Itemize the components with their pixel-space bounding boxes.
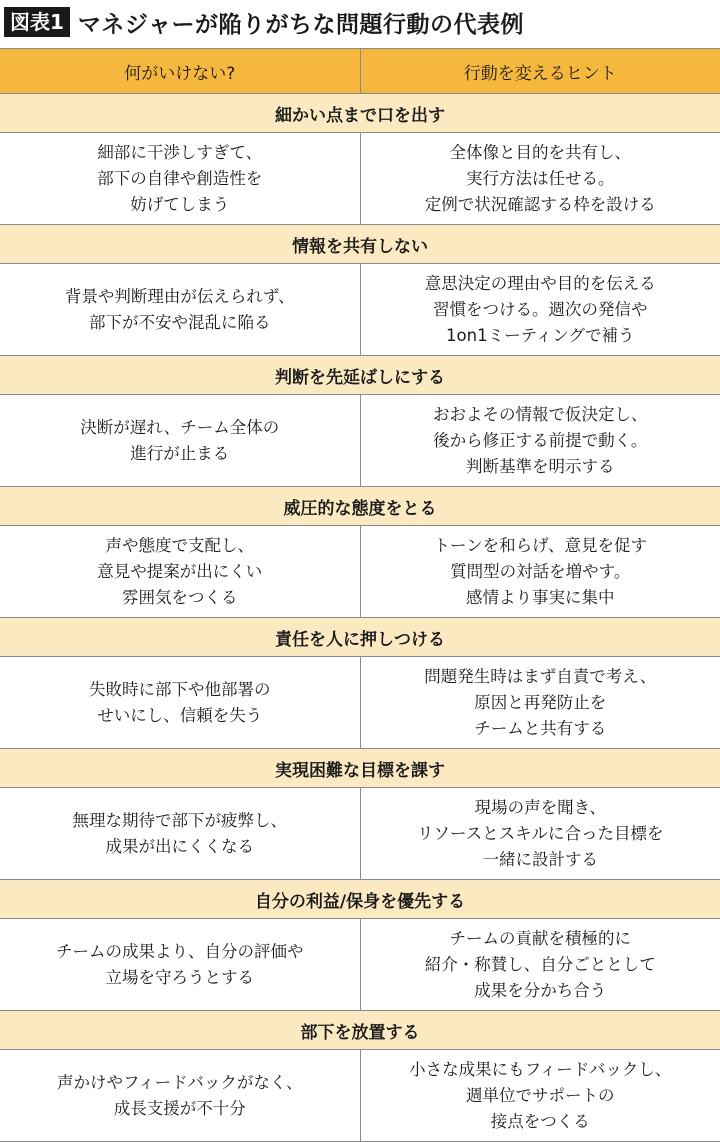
cell-text-line: 意見や提案が出にくい xyxy=(97,559,262,585)
table-row xyxy=(0,133,720,225)
cell-text-line: 成長支援が不十分 xyxy=(114,1096,246,1122)
cell-text-line: 決断が遅れ、チーム全体の xyxy=(80,415,279,441)
hint-cell xyxy=(361,133,720,224)
cell-text-line: 失敗時に部下や他部署の xyxy=(89,677,271,703)
figure-title-text: マネジャーが陥りがちな問題行動の代表例 xyxy=(78,6,524,39)
cell-text-line: トーンを和らげ、意見を促す xyxy=(433,533,647,559)
figure-number-badge: 図表1 xyxy=(4,7,70,37)
cell-text-line: 後から修正する前提で動く。 xyxy=(433,428,647,454)
cell-text-line: 感情より事実に集中 xyxy=(466,585,615,611)
column-header-problem: 何がいけない? xyxy=(0,49,361,93)
cell-text-line: せいにし、信頼を失う xyxy=(97,703,262,729)
cell-text-line: 実行方法は任せる。 xyxy=(466,166,615,192)
problem-cell xyxy=(0,395,361,486)
cell-text-line: 定例で状況確認する枠を設ける xyxy=(425,192,656,218)
section-heading: 判断を先延ばしにする xyxy=(0,356,720,395)
column-header-hint: 行動を変えるヒント xyxy=(361,49,720,93)
cell-text-line: 小さな成果にもフィードバックし、 xyxy=(409,1057,671,1083)
hint-cell xyxy=(361,395,720,486)
cell-text-line: おおよその情報で仮決定し、 xyxy=(433,402,648,428)
cell-text-line: リソースとスキルに合った目標を xyxy=(417,821,664,847)
cell-text-line: 週単位でサポートの xyxy=(466,1083,615,1109)
section-heading: 威圧的な態度をとる xyxy=(0,487,720,526)
section-heading: 部下を放置する xyxy=(0,1011,720,1050)
cell-text-line: 無理な期待で部下が疲弊し、 xyxy=(73,808,288,834)
cell-text-line: 一緒に設計する xyxy=(483,847,599,873)
cell-text-line: 声や態度で支配し、 xyxy=(106,533,255,559)
cell-text-line: 部下が不安や混乱に陥る xyxy=(89,310,271,336)
cell-text-line: 背景や判断理由が伝えられず、 xyxy=(65,284,295,310)
cell-text-line: 妨げてしまう xyxy=(130,192,229,218)
problem-cell xyxy=(0,788,361,879)
hint-cell xyxy=(361,919,720,1010)
cell-text-line: 成果が出にくくなる xyxy=(106,834,255,860)
section-heading: 自分の利益/保身を優先する xyxy=(0,880,720,919)
table-header-row xyxy=(0,48,720,94)
table-row xyxy=(0,919,720,1011)
problem-cell xyxy=(0,526,361,617)
cell-text-line: 問題発生時はまず自責で考え、 xyxy=(424,664,656,690)
behavior-table xyxy=(0,48,720,1142)
cell-text-line: 全体像と目的を共有し、 xyxy=(450,140,632,166)
cell-text-line: 現場の声を聞き、 xyxy=(475,795,606,821)
cell-text-line: 立場を守ろうとする xyxy=(106,965,255,991)
cell-text-line: 紹介・称賛し、自分ごととして xyxy=(425,952,656,978)
cell-text-line: 接点をつくる xyxy=(491,1109,590,1135)
hint-cell xyxy=(361,526,720,617)
table-sections xyxy=(0,94,720,1142)
cell-text-line: 習慣をつける。週次の発信や xyxy=(433,297,648,323)
cell-text-line: 判断基準を明示する xyxy=(466,454,615,480)
problem-cell xyxy=(0,264,361,355)
cell-text-line: 声かけやフィードバックがなく、 xyxy=(57,1070,303,1096)
cell-text-line: 部下の自律や創造性を xyxy=(97,166,262,192)
cell-text-line: チームと共有する xyxy=(474,716,606,742)
cell-text-line: チームの成果より、自分の評価や xyxy=(56,939,304,965)
cell-text-line: 原因と再発防止を xyxy=(474,690,606,716)
hint-cell xyxy=(361,788,720,879)
hint-cell xyxy=(361,264,720,355)
table-row xyxy=(0,788,720,880)
section-heading: 細かい点まで口を出す xyxy=(0,94,720,133)
hint-cell xyxy=(361,657,720,748)
table-row xyxy=(0,264,720,356)
problem-cell xyxy=(0,1050,361,1141)
cell-text-line: 成果を分かち合う xyxy=(474,978,606,1004)
table-row xyxy=(0,526,720,618)
cell-text-line: 質問型の対話を増やす。 xyxy=(450,559,630,585)
hint-cell xyxy=(361,1050,720,1141)
section-heading: 情報を共有しない xyxy=(0,225,720,264)
cell-text-line: 1on1ミーティングで補う xyxy=(446,323,634,349)
problem-cell xyxy=(0,919,361,1010)
cell-text-line: 雰囲気をつくる xyxy=(122,585,238,611)
cell-text-line: チームの貢献を積極的に xyxy=(450,926,632,952)
cell-text-line: 細部に干渉しすぎて、 xyxy=(97,140,262,166)
cell-text-line: 進行が止まる xyxy=(130,441,229,467)
table-row xyxy=(0,657,720,749)
cell-text-line: 意思決定の理由や目的を伝える xyxy=(425,271,656,297)
table-row xyxy=(0,395,720,487)
section-heading: 実現困難な目標を課す xyxy=(0,749,720,788)
figure-title xyxy=(0,0,720,44)
table-row xyxy=(0,1050,720,1142)
problem-cell xyxy=(0,657,361,748)
problem-cell xyxy=(0,133,361,224)
section-heading: 責任を人に押しつける xyxy=(0,618,720,657)
